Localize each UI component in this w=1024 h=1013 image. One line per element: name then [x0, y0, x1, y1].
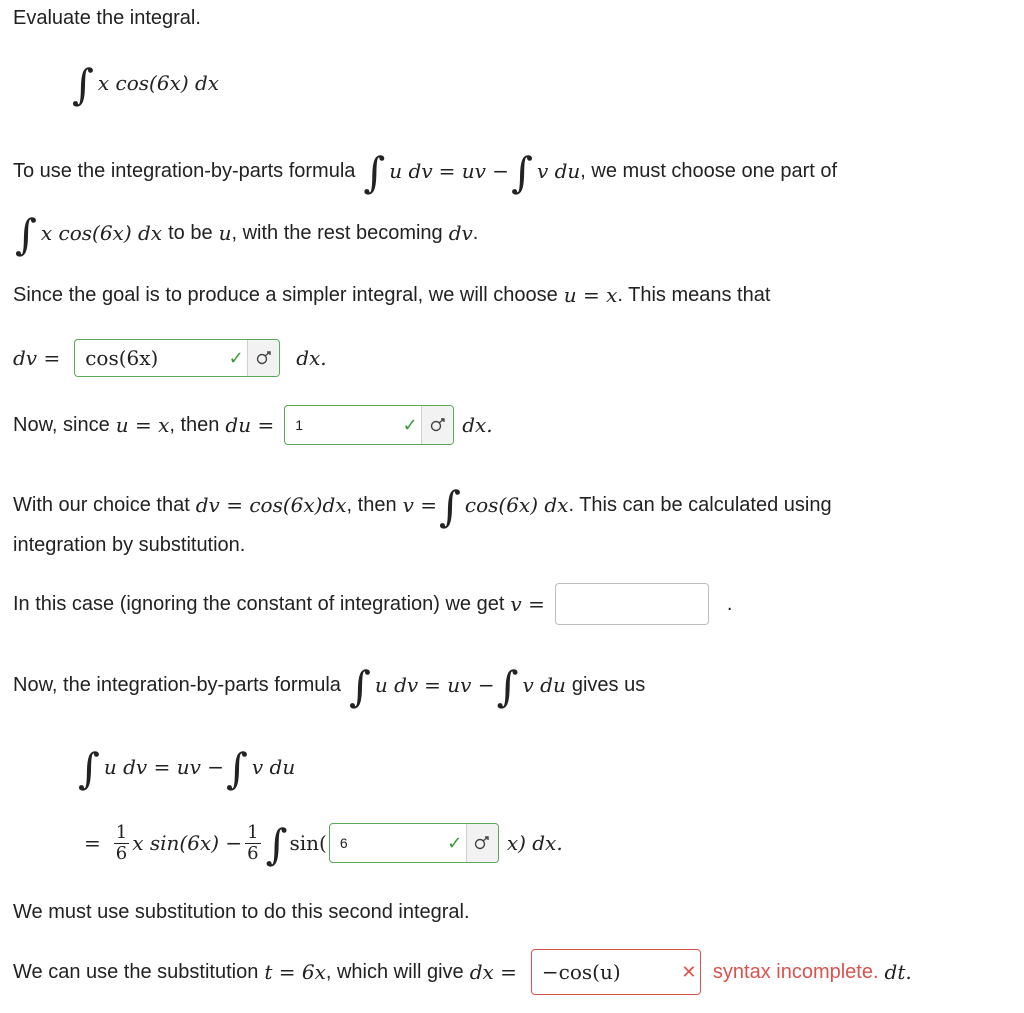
fraction-one-sixth: $\frac{1}{6}$ — [247, 821, 259, 864]
sin-coefficient-field[interactable]: 6 ✓ — [329, 823, 499, 863]
ibp-intro-line: To use the integration-by-parts formula ∫ u dv = uv − ∫ v du , we must choose one part of — [13, 148, 838, 197]
math-keyboard-icon[interactable] — [466, 824, 498, 862]
integral-sign: ∫ — [439, 482, 461, 531]
math-keyboard-icon[interactable] — [247, 340, 279, 376]
integral-sign: ∫ — [511, 148, 533, 197]
integral-sign: ∫ — [72, 60, 94, 109]
syntax-error-message: syntax incomplete. — [712, 961, 879, 983]
math-keyboard-icon[interactable] — [421, 406, 453, 444]
dv-answer-field[interactable]: cos(6x) ✓ — [74, 339, 280, 377]
integral-sign: ∫ — [496, 662, 519, 711]
dx-answer-field[interactable]: −cos(u) ✕ — [531, 949, 701, 995]
integral-sign: ∫ — [226, 744, 248, 793]
correct-check-icon: ✓ — [228, 348, 244, 368]
substitution-note: integration by substitution. — [13, 534, 246, 556]
du-answer-line: Now, since u = x , then du = 1 ✓ dx. — [13, 404, 493, 446]
ibp-apply-line: Now, the integration-by-parts formula ∫ u dv = uv − ∫ v du gives us — [13, 662, 646, 711]
v-answer-line: In this case (ignoring the constant of integration) we get v = . — [13, 583, 732, 625]
v-answer-field[interactable] — [555, 583, 709, 625]
ibp-intro-line-2: ∫ x cos(6x) dx to be u , with the rest becoming dv . — [15, 210, 479, 259]
integral-sign: ∫ — [363, 148, 386, 197]
v-integral-line: With our choice that dv = cos(6x)dx , then v = ∫ cos(6x) dx . This can be calculated using — [13, 482, 832, 531]
integral-display — [70, 60, 220, 109]
second-integral-note: We must use substitution to do this second integral. — [13, 901, 470, 923]
integral-sign: ∫ — [15, 210, 37, 259]
dx-substitution-line: We can use the substitution t = 6x , which will give dx = −cos(u) ✕ syntax incomplete. dt. — [13, 949, 912, 995]
du-answer-field[interactable]: 1 ✓ — [284, 405, 454, 445]
fraction-one-sixth: $\frac{1}{6}$ — [115, 821, 128, 864]
integrand: x cos(6x) dx — [97, 71, 220, 95]
integral-sign: ∫ — [348, 662, 371, 711]
prompt-text: Evaluate the integral. — [13, 7, 201, 29]
incorrect-x-icon: ✕ — [681, 962, 697, 982]
integral-sign: ∫ — [265, 820, 288, 869]
correct-check-icon: ✓ — [447, 833, 463, 853]
choose-u-line: Since the goal is to produce a simpler integral, we will choose u = x . This means that — [13, 283, 771, 307]
correct-check-icon: ✓ — [402, 415, 418, 435]
equation-lhs: ∫ u dv = uv − ∫ v du — [78, 744, 296, 793]
integral-sign: ∫ — [78, 744, 100, 793]
equation-rhs: = $\frac{1}{6}$ x sin(6x) − $\frac{1}{6}$ ∫ sin( 6 ✓ x) dx. — [84, 820, 563, 869]
dv-answer-line: dv = cos(6x) ✓ dx. — [13, 336, 327, 380]
